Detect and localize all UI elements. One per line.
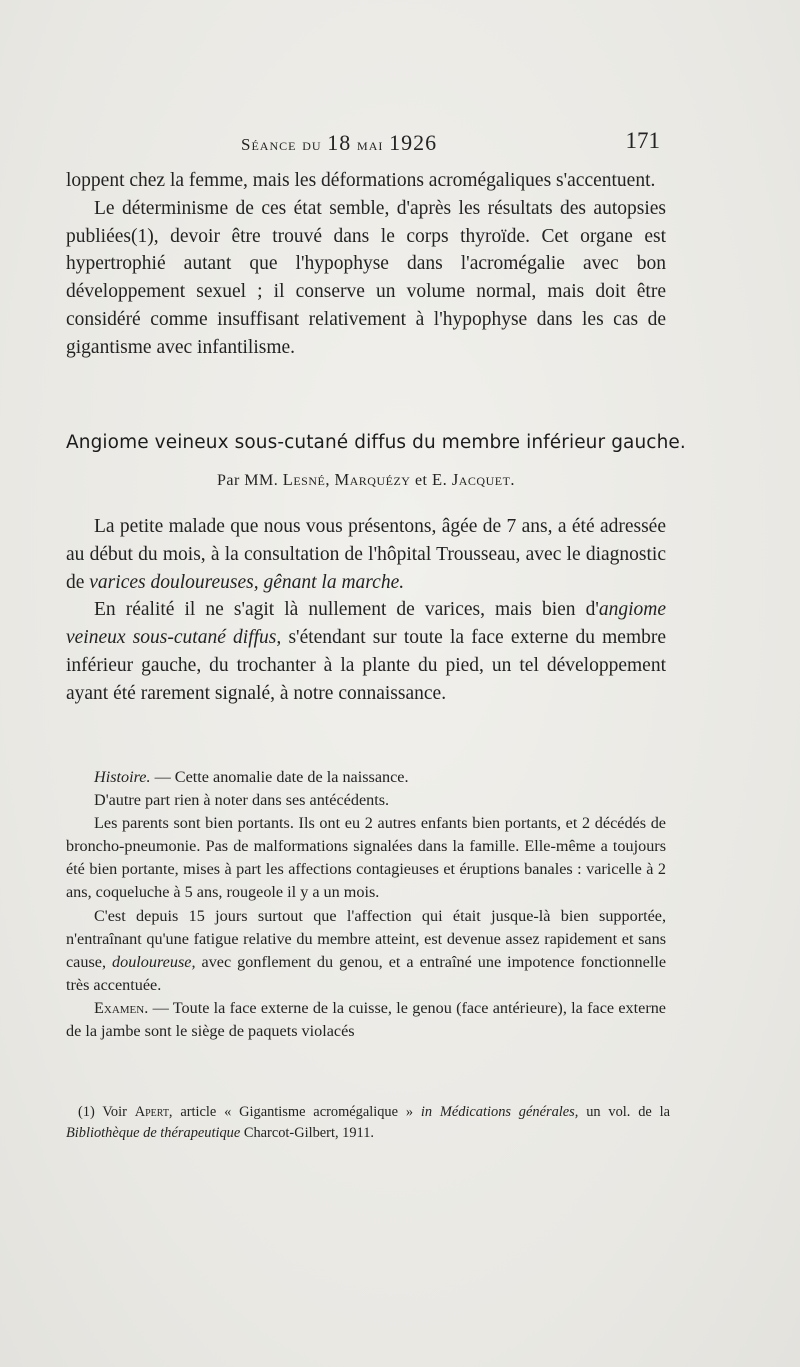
history-p1-text: — Cette anomalie date de la naissance.: [154, 768, 409, 786]
history-p4-text-end: avec gonflement du genou, et a entraîné une impotence fonctionnelle très accentuée.: [66, 952, 666, 994]
running-header: [66, 128, 666, 158]
body-p1-emphasis: varices douloureuses, gênant la marche.: [89, 571, 405, 593]
running-title: [241, 130, 437, 156]
header-du: du: [302, 135, 322, 154]
history-text: [66, 766, 666, 1043]
history-p4-text-start: C'est depuis 15 jours surtout que l'affection qui était jusque-là bien supportée, n'entraînant qu'une fatigue relative du membre atteint, est devenue assez rapidement et sans cause,: [66, 906, 666, 971]
history-paragraph-4: [66, 905, 666, 997]
footnote-end: Charcot-Gilbert, 1911.: [243, 1124, 375, 1141]
body-paragraph-2: [66, 596, 666, 707]
history-label: Histoire.: [94, 768, 151, 786]
author-jacquet: E. Jacquet.: [432, 470, 516, 489]
intro-text: [66, 167, 666, 362]
exam-label: Examen.: [94, 998, 149, 1017]
footnote-author: Apert,: [134, 1104, 173, 1120]
body-p1-text: La petite malade que nous vous présentons, âgée de 7 ans, a été adressée au début du mois, à la consultation de l'hôpital Trousseau, avec le diagnostic de: [66, 516, 666, 593]
authors-and: et: [414, 472, 428, 489]
footnote-in-title: in Médications générales,: [420, 1104, 579, 1120]
body-p2-emphasis: angiome veineux sous-cutané diffus,: [66, 599, 666, 649]
exam-text: — Toute la face externe de la cuisse, le genou (face antérieure), la face externe de la jambe sont le siège de paquets violacés: [66, 998, 666, 1041]
footnote: [66, 1102, 670, 1143]
footnote-start: (1) Voir: [78, 1104, 127, 1120]
page-number: 171: [625, 128, 660, 153]
header-day: 18: [327, 130, 352, 155]
history-paragraph-2: D'autre part rien à noter dans ses antécédents.: [94, 791, 390, 810]
body-paragraph-1: [66, 513, 666, 596]
exam-paragraph: [66, 997, 666, 1043]
header-year: 1926: [389, 130, 438, 155]
footnote-collection: Bibliothèque de thérapeutique: [66, 1124, 241, 1141]
section-title: Angiome veineux sous-cutané diffus du membre inférieur gauche.: [66, 432, 686, 453]
author-lesne: Lesné,: [282, 470, 330, 489]
header-seance: Séance: [241, 135, 297, 154]
author-marquezy: Marquézy: [334, 470, 411, 489]
footnote-article: article « Gigantisme acromégalique »: [180, 1104, 414, 1120]
history-p4-emphasis: douloureuse,: [112, 952, 196, 971]
body-p2-text-end: s'étendant sur toute la face externe du membre inférieur gauche, du trochanter à la plante du pied, un tel développement ayant été rarement signalé, à notre connaissance.: [66, 627, 667, 704]
section-authors: [66, 470, 666, 490]
intro-paragraph-2: Le déterminisme de ces état semble, d'après les résultats des autopsies publiées(1), devoir être trouvé dans le corps thyroïde. Cet organe est hypertrophié autant que l'hypophyse dans l'acromégalie avec bon développement sexuel ; il conserve un volume normal, mais doit être considéré comme insuffisant relativement à l'hypophyse dans les cas de gigantisme avec infantilisme.: [66, 197, 666, 358]
history-paragraph-3: Les parents sont bien portants. Ils ont eu 2 autres enfants bien portants, et 2 décédés de broncho-pneumonie. Pas de malformations signalées dans la famille. Elle-même a toujours été bien portante, mises à part les affections contagieuses et éruptions banales : varicelle à 2 ans, coqueluche à 5 ans, rougeole il y a un mois.: [66, 814, 666, 902]
authors-prefix: Par MM.: [216, 472, 279, 489]
history-paragraph-1: [66, 766, 666, 789]
body-text: [66, 513, 666, 708]
footnote-volume: un vol. de la: [586, 1104, 670, 1120]
intro-paragraph-1: loppent chez la femme, mais les déformations acromégaliques s'accentuent.: [66, 170, 656, 191]
body-p2-text-start: En réalité il ne s'agit là nullement de varices, mais bien d': [94, 599, 599, 621]
header-month: mai: [357, 135, 384, 154]
